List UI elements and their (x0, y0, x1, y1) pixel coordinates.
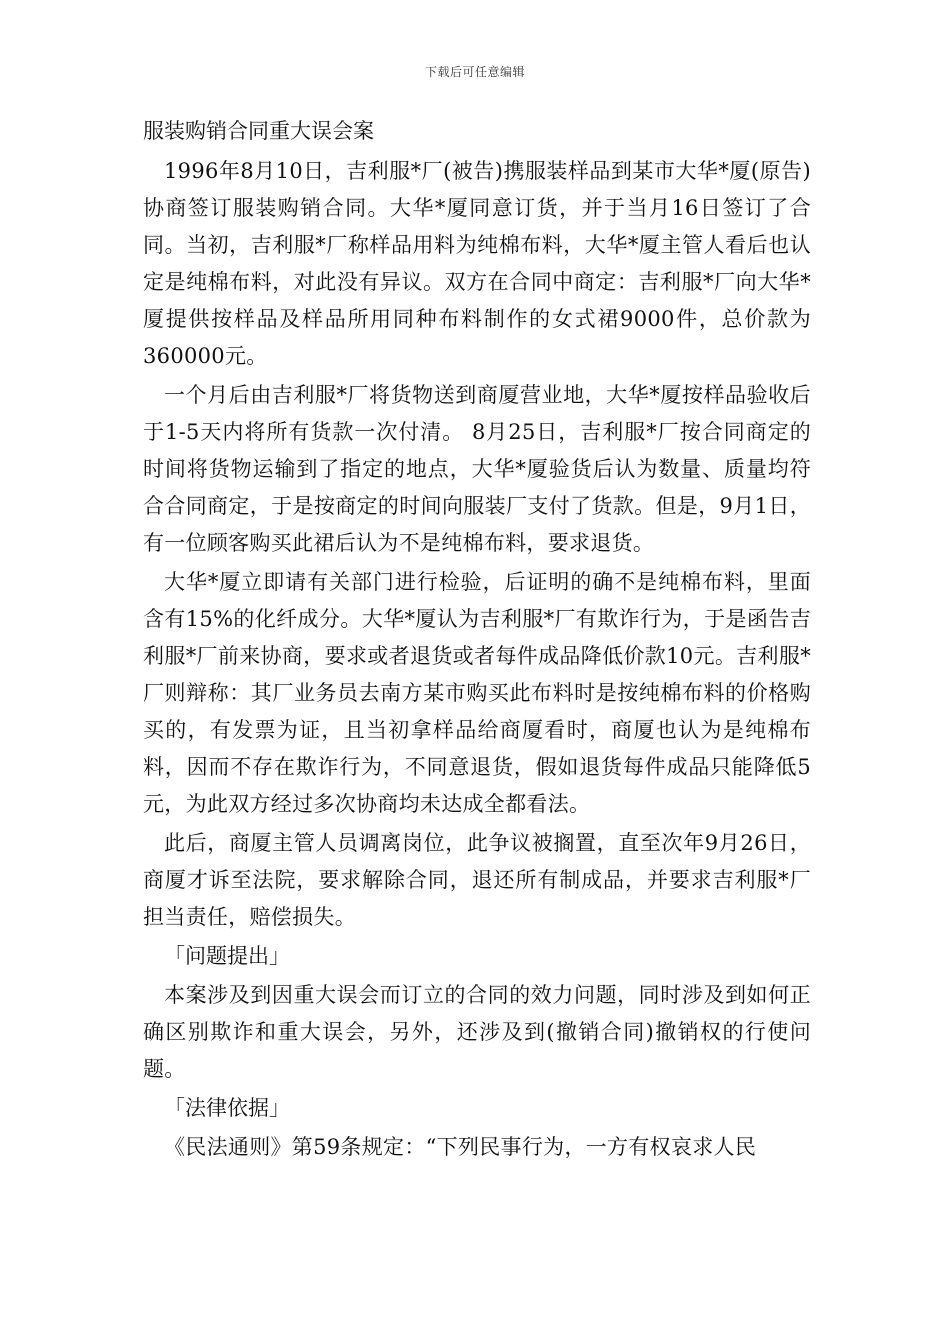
law-paragraph: 《民法通则》第59条规定：“下列民事行为，一方有权哀求人民 (164, 1135, 757, 1159)
problem-paragraph: 本案涉及到因重大误会而订立的合同的效力问题，同时涉及到如何正确区别欺诈和重大误会，另外，还涉及到(撤销合同)撤销权的行使问题。 (143, 983, 811, 1081)
case-paragraph-4: 此后，商厦主管人员调离岗位，此争议被搁置，直至次年9月26日，商厦才诉至法院，要求解除合同，退还所有制成品，并要求吉利服*厂担当责任，赔偿损失。 (143, 831, 811, 929)
document-title: 服装购销合同重大误会案 (143, 119, 374, 143)
case-paragraph-3: 大华*厦立即请有关部门进行检验，后证明的确不是纯棉布料，里面含有15%的化纤成分。大华*厦认为吉利服*厂有欺诈行为，于是函告吉利服*厂前来协商，要求或者退货或者每件成品降低价款10元。吉利服*厂则辩称：其厂业务员去南方某市购买此布料时是按纯棉布料的价格购买的，有发票为证，且当初拿样品给商厦看时，商厦也认为是纯棉布料，因而不存在欺诈行为，不同意退货，假如退货每件成品只能降低5元，为此双方经过多次协商均未达成全都看法。 (143, 570, 811, 816)
document-body (143, 115, 811, 1168)
case-paragraph-1: 1996年8月10日，吉利服*厂(被告)携服装样品到某市大华*厦(原告)协商签订服装购销合同。大华*厦同意订货，并于当月16日签订了合同。当初，吉利服*厂称样品用料为纯棉布料，大华*厦主管人看后也认定是纯棉布料，对此没有异议。双方在合同中商定：吉利服*厂向大华*厦提供按样品及样品所用同种布料制作的女式裙9000件，总价款为360000元。 (143, 159, 811, 368)
section-heading-problem: 「问题提出」 (164, 944, 290, 968)
case-paragraph-2: 一个月后由吉利服*厂将货物送到商厦营业地，大华*厦按样品验收后于1-5天内将所有货款一次付清。 8月25日，吉利服*厂按合同商定的时间将货物运输到了指定的地点，大华*厦验货后认为数量、质量均符合合同商定，于是按商定的时间向服装厂支付了货款。但是，9月1日，有一位顾客购买此裙后认为不是纯棉布料，要求退货。 (143, 383, 811, 555)
page-header: 下载后可任意编辑 (424, 65, 525, 79)
section-heading-law: 「法律依据」 (164, 1096, 290, 1120)
